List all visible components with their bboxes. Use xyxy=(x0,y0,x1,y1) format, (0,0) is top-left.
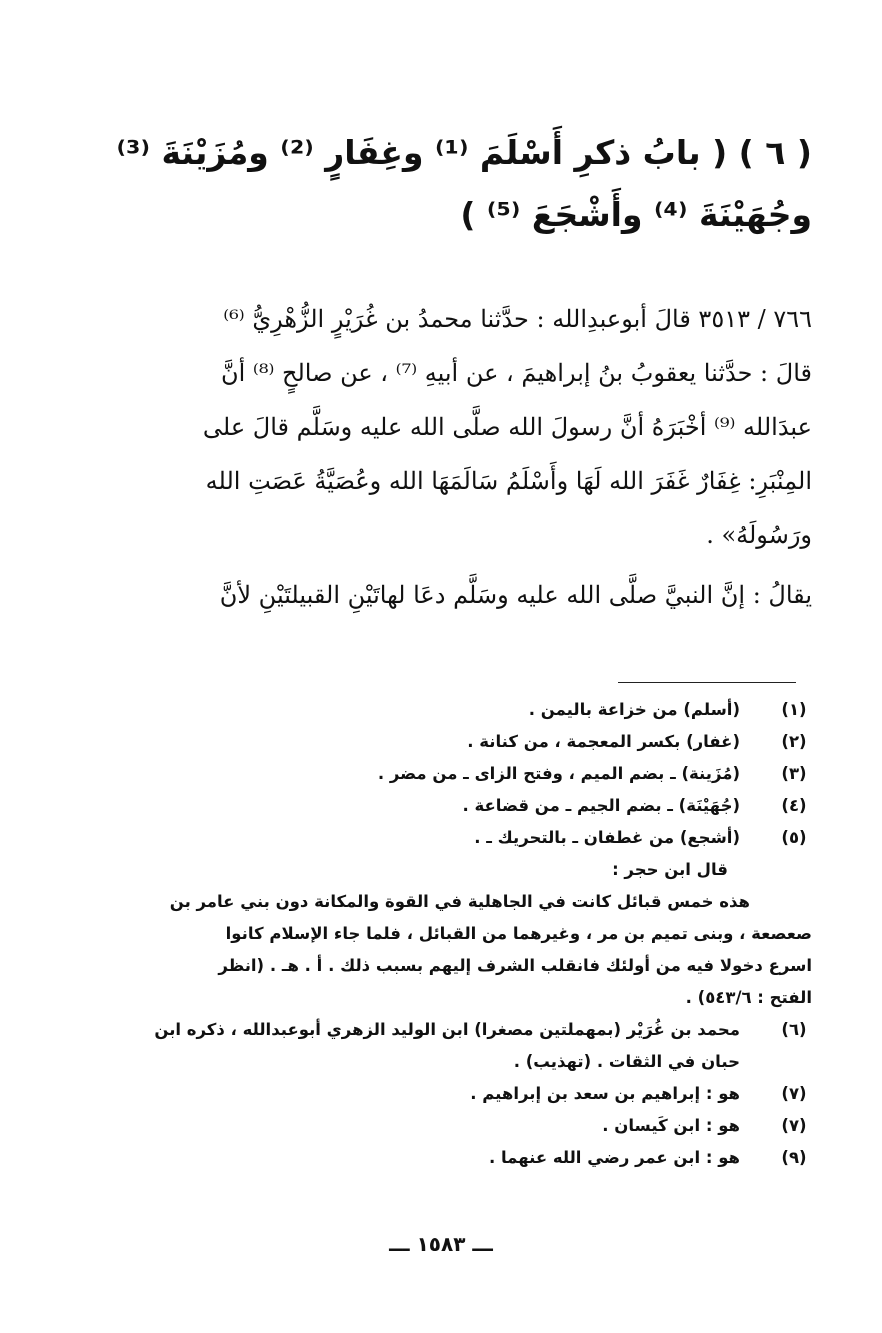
footnote-number: (٧) xyxy=(781,1084,807,1103)
footnote-number: (٥) xyxy=(781,828,807,847)
body-line-4: المِنْبَرِ: غِفَارٌ غَفَرَ الله لَهَا وأَسْلَمُ سَالَمَهَا الله وعُصَيَّةُ عَصَتِ الله xyxy=(205,467,812,495)
footnote-6 xyxy=(130,1014,812,1078)
footnote-2 xyxy=(130,726,812,758)
footnote-1 xyxy=(130,694,812,726)
ibn-hajar-line-3: اسرع دخولا فيه من أولئك فانقلب الشرف إليهم بسبب ذلك . أ . هـ . (انظر xyxy=(218,956,812,975)
ibn-hajar-line-4: الفتح : ٥٤٣/٦) . xyxy=(685,988,812,1007)
page-number: ـــ ١٥٨٣ ـــ xyxy=(389,1232,493,1256)
body-paragraph-2: يقالُ : إنَّ النبيَّ صلَّى الله عليه وسَلَّم دعَا لهاتَيْنِ القبيلتَيْنِ لأنَّ xyxy=(219,581,812,609)
footnote-7 xyxy=(130,1078,812,1110)
footnote-number: (٢) xyxy=(781,732,807,751)
footnote-text: (غفار) بكسر المعجمة ، من كنانة . xyxy=(467,732,740,751)
footnote-number: (٩) xyxy=(781,1148,807,1167)
footnote-number: (٣) xyxy=(781,764,807,783)
footnote-8 xyxy=(130,1110,812,1142)
ibn-hajar-label: قال ابن حجر : xyxy=(612,860,728,879)
footnote-text: (جُهَيْنَة) ـ بضم الجيم ـ من قضاعة . xyxy=(462,796,740,815)
ibn-hajar-line-1: هذه خمس قبائل كانت في الجاهلية في القوة والمكانة دون بني عامر بن xyxy=(169,892,750,911)
footnote-text: هو : ابن عمر رضي الله عنهما . xyxy=(488,1148,740,1167)
footnote-separator xyxy=(618,682,796,683)
footnote-9 xyxy=(130,1142,812,1174)
body-line-3: عبدَالله ⁽⁹⁾ أخْبَرَهُ أنَّ رسولَ الله صلَّى الله عليه وسَلَّم قالَ على xyxy=(202,413,812,441)
footnote-text: حبان في الثقات . (تهذيب) . xyxy=(513,1052,740,1071)
body-line-1: ٧٦٦ / ٣٥١٣ قالَ أبوعبدِالله : حدَّثنا محمدُ بن غُرَيْرٍ الزُّهْرِيُّ ⁽⁶⁾ xyxy=(223,305,812,333)
footnote-number: (١) xyxy=(781,700,807,719)
footnote-number: (٦) xyxy=(781,1020,807,1039)
footnote-text: هو : إبراهيم بن سعد بن إبراهيم . xyxy=(470,1084,740,1103)
chapter-heading xyxy=(116,122,812,246)
body-line-5: ورَسُولَهُ» . xyxy=(706,521,812,549)
body-line-2: قالَ : حدَّثنا يعقوبُ بنُ إبراهيمَ ، عن أبيهِ ⁽⁷⁾ ، عن صالحٍ ⁽⁸⁾ أنَّ xyxy=(220,359,812,387)
footnote-number: (٤) xyxy=(781,796,807,815)
footnote-number: (٧) xyxy=(781,1116,807,1135)
footnote-text: محمد بن غُرَيْر (بمهملتين مصغرا) ابن الوليد الزهري أبوعبدالله ، ذكره ابن xyxy=(154,1020,740,1039)
footnote-text: (أشجع) من غطفان ـ بالتحريك ـ . xyxy=(474,828,740,847)
ibn-hajar-line-2: صعصعة ، وبنى تميم بن مر ، وغيرهما من القبائل ، فلما جاء الإسلام كانوا xyxy=(225,924,812,943)
heading-line-2: وجُهَيْنَةَ ⁽⁴⁾ وأَشْجَعَ ⁽⁵⁾ ) xyxy=(460,195,812,234)
hadith-text xyxy=(130,292,812,622)
footnote-text: (مُزَينة) ـ بضم الميم ، وفتح الزاى ـ من مضر . xyxy=(377,764,740,783)
footnote-text: (أسلم) من خزاعة باليمن . xyxy=(528,700,740,719)
footnote-5 xyxy=(130,822,812,854)
footnote-4 xyxy=(130,790,812,822)
footnote-3 xyxy=(130,758,812,790)
footnotes xyxy=(130,694,812,1174)
footnote-text: هو : ابن كَيسان . xyxy=(602,1116,740,1135)
heading-line-1: ( ٦ ) ( بابُ ذكرِ أَسْلَمَ ⁽¹⁾ وغِفَارٍ ⁽²⁾ ومُزَيْنَةَ ⁽³⁾ xyxy=(116,133,812,172)
